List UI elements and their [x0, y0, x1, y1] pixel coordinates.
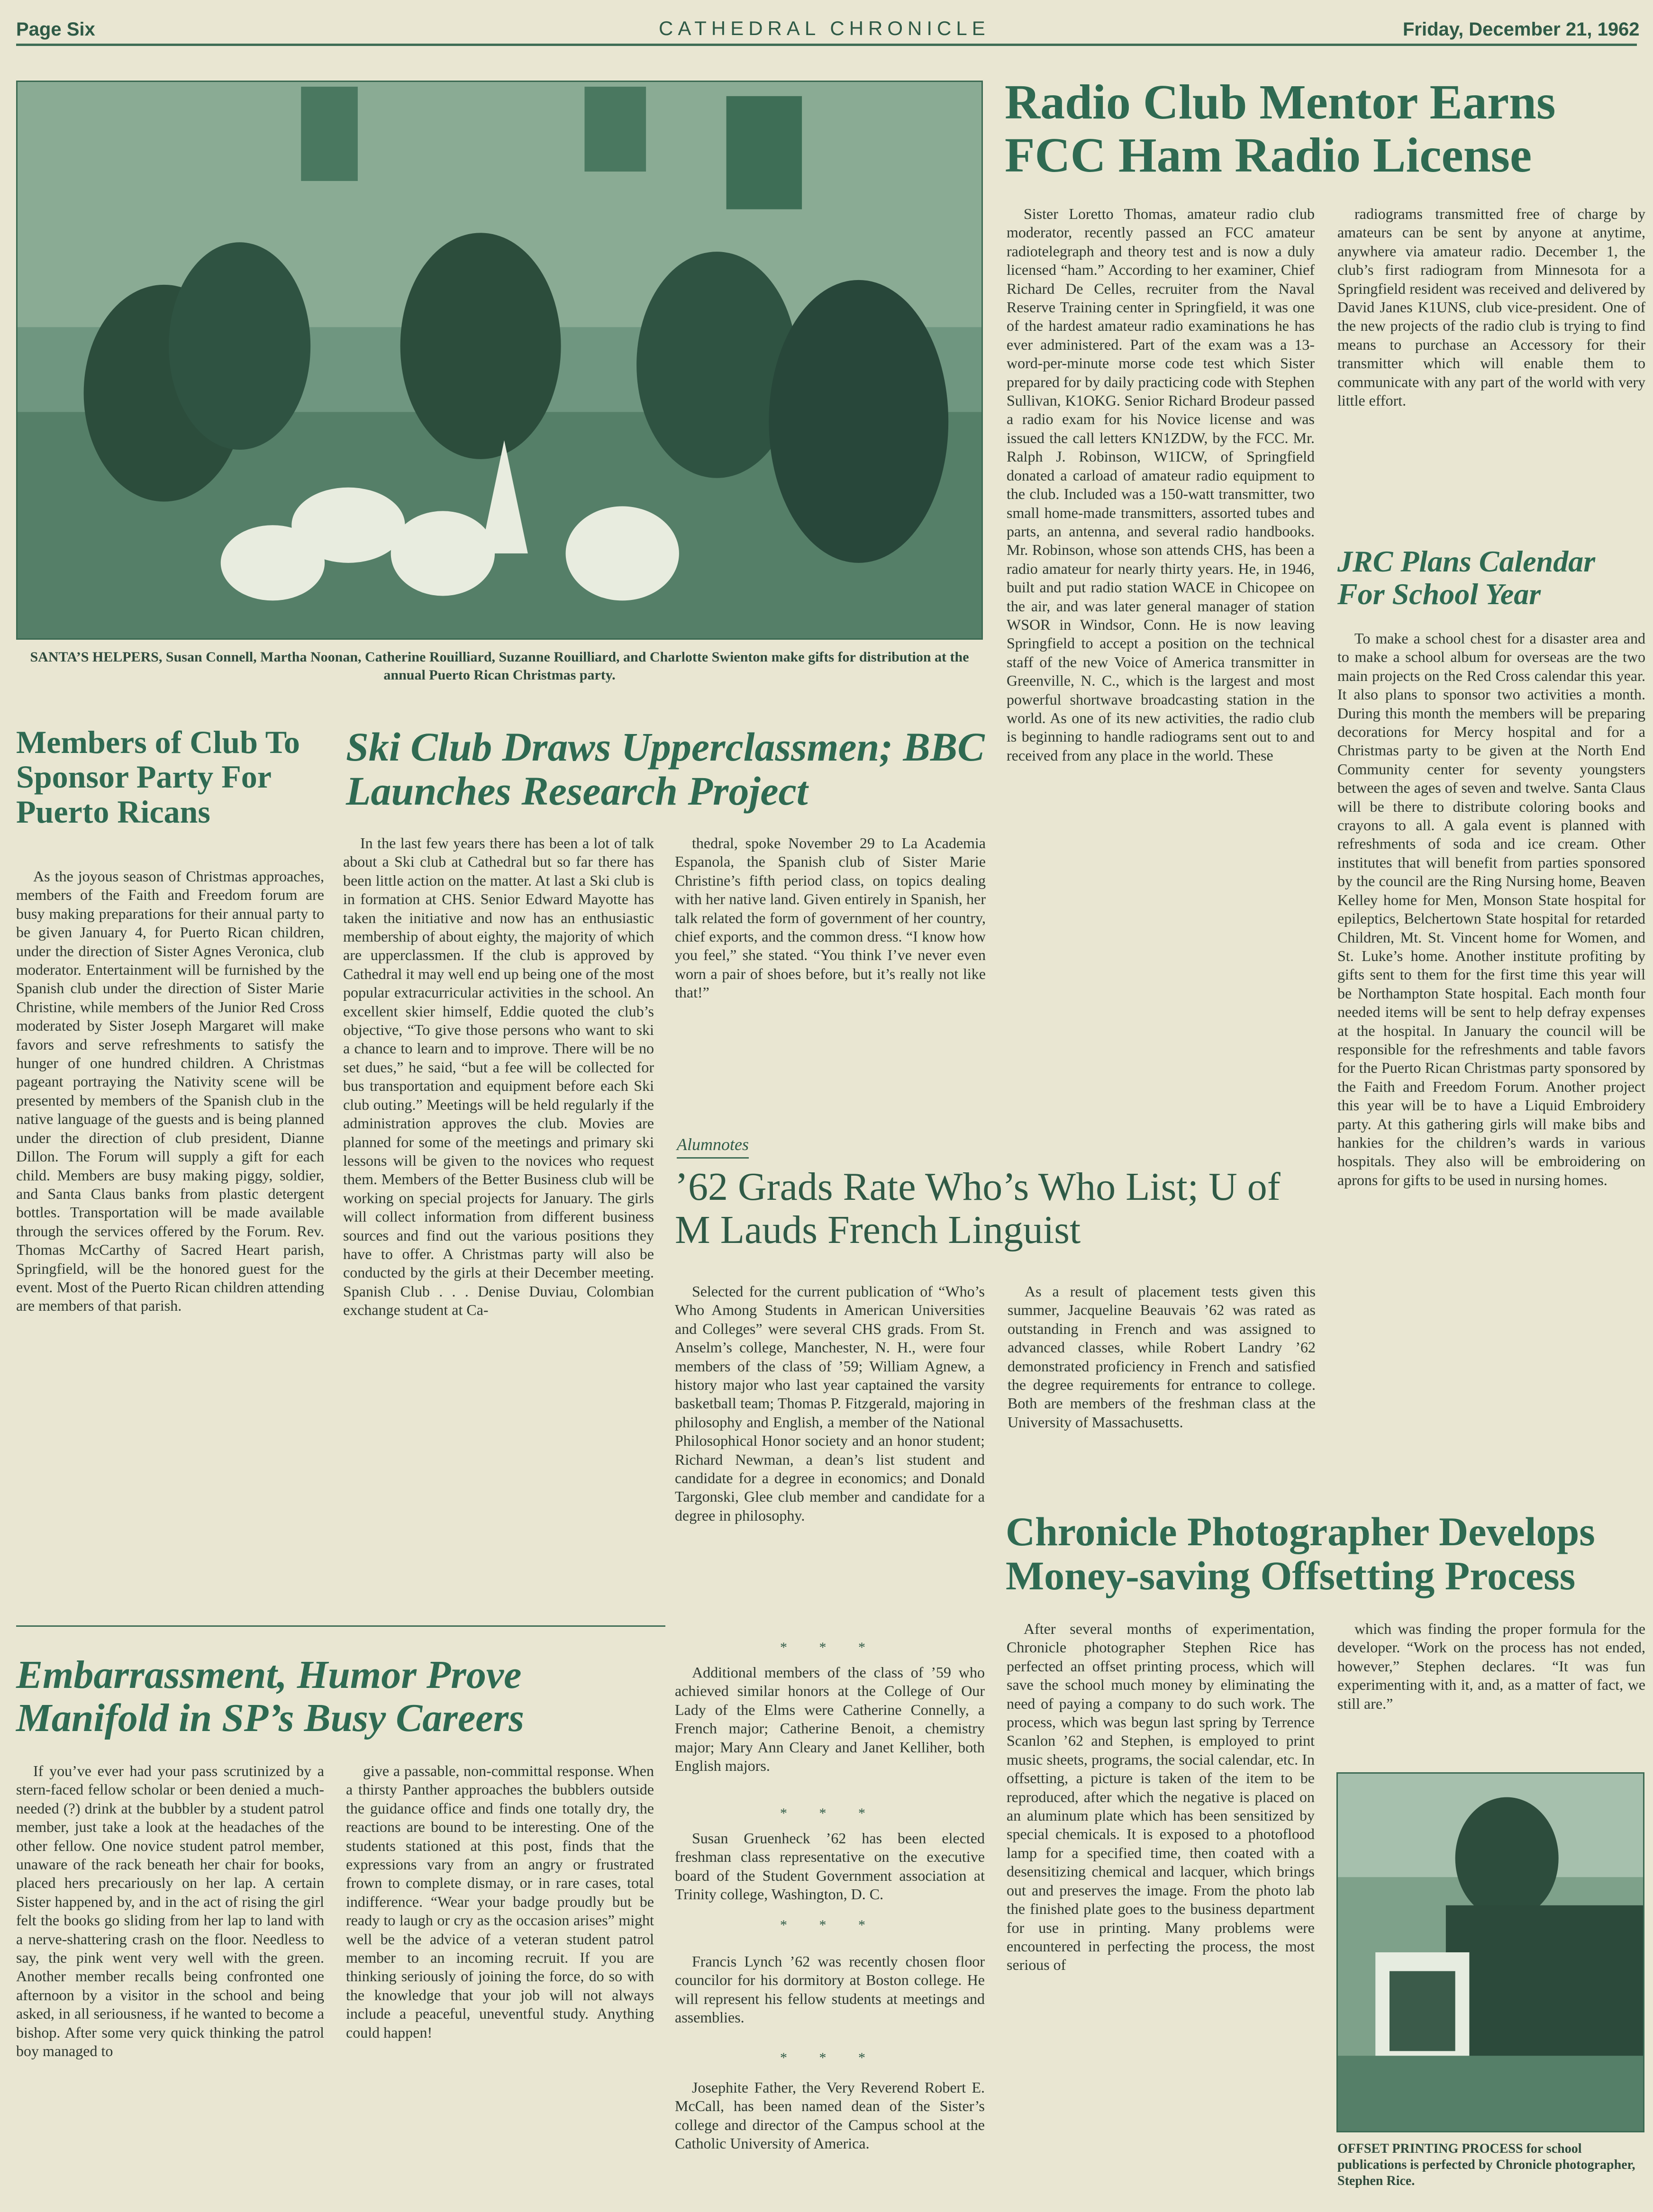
- ski-club-headline: Ski Club Draws Upperclassmen; BBC Launches Research Project: [346, 724, 985, 814]
- embarrassment-column-1: If you’ve ever had your pass scrutinized by a stern-faced fellow scholar or been denied a much-needed (?) drink at the bubbler by a student patrol member, just take a look at the headaches of the other fellow. One novice student patrol member, unaware of the rack beneath her chair for books, placed hers precariously on her lap. A certain Sister happened by, and in the act of rising the girl felt the books go sliding from her lap to land with a nerve-shattering crash on the floor. Needless to say, the pink went very well with the green. Another member recalls being confronted one afternoon by a visitor in the school and being asked, in all seriousness, if he wanted to become a bishop. After some very quick thinking the patrol boy managed to: [16, 1762, 324, 2060]
- santas-helpers-photo: [16, 81, 983, 640]
- section-rule: [16, 1625, 665, 1627]
- members-club-body: As the joyous season of Christmas approaches, members of the Faith and Freedom forum are busy making preparations for their annual party to be given January 4, for Puerto Rican children, under the direction of Sister Agnes Veronica, club moderator. Entertainment will be furnished by the Spanish club under the direction of Sister Marie Christine, while members of the Junior Red Cross moderated by Sister Joseph Margaret will make favors and serve refreshments to satisfy the hunger of one hundred children. A Christmas pageant portraying the Nativity scene will be presented by members of the Spanish club in the native language of the guests and is being planned under the direction of club president, Dianne Dillon. The Forum will supply a gift for each child. Members are busy making piggy, soldier, and Santa Claus banks from plastic detergent bottles. Transportation will be made available through the services offered by the Forum. Rev. Thomas McCarthy of Sacred Heart parish, Springfield, will be the honored guest for the event. Most of the Puerto Rican children attending are members of that parish.: [16, 868, 324, 1315]
- jrc-body: To make a school chest for a disaster area and to make a school album for overseas are the two main projects on the Red Cross calendar this year. It also plans to sponsor two activities a month. During this month the members will be preparing decorations for Mercy hospital and for a Christmas party to be given at the North End Community center for seventy youngsters between the ages of seven and twelve. Santa Claus will be there to distribute coloring books and crayons to all. A gala event is planned with refreshments of soda and ice cream. Other institutes that will benefit from parties sponsored by the council are the Ring Nursing home, Beaven Kelley home for Men, Monson State hospital for epileptics, Belchertown State hospital for retarded Children, Mt. St. Vincent home for Women, and St. Luke’s home. Another institute profiting by gifts sent to them for the first time this year will be Northampton State hospital. Each month four needed items will be sent to help defray expenses at the hospital. In January the council will be responsible for the refreshments and table favors for the Puerto Rican Christmas party sponsored by the Faith and Freedom Forum. Another project this year will be to have a Liquid Embroidery party. At this gathering girls will make bibs and hankies for the children’s wards in various hospitals. They also will be embroidering on aprons for gifts to be used in nursing homes.: [1337, 630, 1645, 1188]
- newspaper-name: CATHEDRAL CHRONICLE: [659, 17, 990, 39]
- ski-club-column-1: In the last few years there has been a lot of talk about a Ski club at Cathedral but so far there has been little action on the matter. At last a Ski club is in formation at CHS. Senior Edward Mayotte has taken the initiative and now has an enthusiastic membership of about eighty, the majority of which are upperclassmen. If the club is approved by Cathedral it may well end up being one of the most popular extracurricular activities in the school. An excellent skier himself, Eddie quoted the club’s objective, “To give those persons who want to ski a chance to learn and to improve. There will be no set dues,” he said, “but a fee will be collected for bus transportation and equipment before each Ski club outing.” Meetings will be held regularly if the administration approves the club. Movies are planned for some of the meetings and primary ski lessons will be given to the novices who request them. Members of the Better Business club will be working on special projects for January. The girls will collect information from different business sources and find out the various positions they have to offer. A Christmas party will also be conducted by the girls at their December meeting. Spanish Club . . . Denise Duviau, Colombian exchange student at Ca-: [343, 834, 654, 1319]
- ski-club-column-2: thedral, spoke November 29 to La Academia Espanola, the Spanish club of Sister Marie Christine’s fifth period class, on topics dealing with her native land. Given entirely in Spanish, her talk related the form of government of her country, chief exports, and the common dress. “I know how you feel,” she stated. “You think I’ve never even worn a pair of shoes before, but it’s really not like that!”: [675, 834, 986, 1001]
- alumnotes-column-1d: Francis Lynch ’62 was recently chosen floor councilor for his dormitory at Boston college. He will represent his fellow students at meetings and assemblies.: [675, 1953, 985, 2026]
- embarrassment-column-2: give a passable, non-committal response. When a thirsty Panther approaches the bubblers outside the guidance office and finds one totally dry, the reactions are bound to be interesting. One of the students stationed at this post, finds that the expressions vary from an angry or frustrated frown to complete dismay, or in rare cases, total indifference. “Wear your badge proudly but be ready to laugh or cry as the occasion arises” might well be the advice of a veteran student patrol member to an incoming recruit. If you are thinking seriously of joining the force, do so with the knowledge that your job will not always include a peaceful, uneventful study. Anything could happen!: [346, 1762, 654, 2041]
- page-number: Page Six: [16, 19, 95, 40]
- radio-club-headline: Radio Club Mentor Earns FCC Ham Radio License: [1005, 75, 1556, 183]
- alumnotes-column-1e: Josephite Father, the Very Reverend Robert E. McCall, has been named dean of the Sister’s college and director of the Campus school at the Catholic University of America.: [675, 2079, 985, 2152]
- offset-printing-photo: [1336, 1772, 1644, 2132]
- issue-date: Friday, December 21, 1962: [1403, 19, 1640, 40]
- alumnotes-label: Alumnotes: [677, 1134, 749, 1159]
- photographer-column-2: which was finding the proper formula for the developer. “Work on the process has not ended, however,” Stephen declares. “It was fun experimenting with it, and, as a matter of fact, we still are.”: [1337, 1620, 1645, 1712]
- masthead-rule: [16, 44, 1637, 46]
- separator-stars: * * *: [780, 2050, 880, 2066]
- separator-stars: * * *: [780, 1917, 880, 1933]
- alumnotes-column-1: Selected for the current publication of “Who’s Who Among Students in American Universities and Colleges” were several CHS grads. From St. Anselm’s college, Manchester, N. H., were four members of the class of ’59; William Agnew, a history major who last year captained the varsity basketball team; Thomas P. Fitzgerald, majoring in philosophy and English, a member of the National Philosophical Honor society and an honor student; Richard Newman, a dean’s list student and candidate for a degree in economics; and Donald Targonski, Glee club member and candidate for a degree in philosophy.: [675, 1283, 985, 1524]
- radio-club-column-1: Sister Loretto Thomas, amateur radio club moderator, recently passed an FCC amateur radiotelegraph and theory test and is now a duly licensed “ham.” According to her examiner, Chief Richard De Celles, recruiter from the Naval Reserve Training center in Springfield, it was one of the hardest amateur radio examinations he has ever administered. Part of the exam was a 13-word-per-minute morse code test which Sister prepared for by daily practicing code with Stephen Sullivan, K1OKG. Senior Richard Brodeur passed a radio exam for his Novice license and was issued the call letters KN1ZDW, by the FCC. Mr. Ralph J. Robinson, W1ICW, of Springfield donated a carload of amateur radio equipment to the club. Included was a 150-watt transmitter, two small home-made transmitters, assorted tubes and parts, an antenna, and several radio handbooks. Mr. Robinson, whose son attends CHS, has been a radio amateur for nearly thirty years. He, in 1946, built and put radio station WACE in Chicopee on the air, and was later general manager of station WSOR in Windsor, Conn. He is now leaving Springfield to accept a position on the technical staff of the new Voice of America transmitter in Greenville, N. C., which is the largest and most powerful shortwave broadcasting station in the world. As one of its new activities, the radio club is beginning to handle radiograms sent out to and received from any place in the world. These: [1007, 205, 1315, 764]
- members-club-headline: Members of Club To Sponsor Party For Puerto Ricans: [16, 724, 300, 830]
- jrc-headline: JRC Plans Calendar For School Year: [1337, 544, 1596, 611]
- embarrassment-headline: Embarrassment, Humor Prove Manifold in SP’s Busy Careers: [16, 1653, 524, 1740]
- offset-photo-caption: OFFSET PRINTING PROCESS for school publications is perfected by Chronicle photographer, Stephen Rice.: [1337, 2141, 1635, 2188]
- alumnotes-column-1c: Susan Gruenheck ’62 has been elected freshman class representative on the executive board of the Student Government association at Trinity college, Washington, D. C.: [675, 1830, 985, 1903]
- separator-stars: * * *: [780, 1805, 880, 1821]
- alumnotes-column-1b: Additional members of the class of ’59 who achieved similar honors at the College of Our Lady of the Elms were Catherine Connelly, a French major; Catherine Benoit, a chemistry major; Mary Ann Cleary and Janet Kelliher, both English majors.: [675, 1664, 985, 1775]
- photographer-column-1: After several months of experimentation, Chronicle photographer Stephen Rice has perfected an offset printing process, which will save the school much money by eliminating the need of paying a company to do such work. The process, which was begun last spring by Terrence Scanlon ’62 and Stephen, is employed to print music sheets, programs, the social calendar, etc. In offsetting, a picture is taken of the item to be reproduced, after which the negative is placed on an aluminum plate which has been sensitized by special chemicals. It is exposed to a photoflood lamp for a specified time, then coated with a desensitizing chemical and lacquer, which brings out and preserves the image. From the photo lab the finished plate goes to the business department for use in printing. Many problems were encountered in perfecting the process, the most serious of: [1007, 1620, 1315, 1974]
- alumnotes-headline: ’62 Grads Rate Who’s Who List; U of M Lauds French Linguist: [675, 1165, 1281, 1252]
- radio-club-column-2: radiograms transmitted free of charge by amateurs can be sent by anyone at anytime, anywhere via amateur radio. December 1, the club’s first radiogram from Minnesota for a Springfield resident was received and delivered by David Janes K1UNS, club vice-president. One of the new projects of the radio club is trying to find means to purchase an Accessory for their transmitter which will enable them to communicate with any part of the world with very little effort.: [1337, 205, 1645, 409]
- alumnotes-column-2: As a result of placement tests given this summer, Jacqueline Beauvais ’62 was rated as outstanding in French and was assigned to advanced classes, while Robert Landry ’62 demonstrated proficiency in French and satisfied the degree requirements for entrance to college. Both are members of the freshman class at the University of Massachusetts.: [1008, 1283, 1316, 1431]
- separator-stars: * * *: [780, 1640, 880, 1655]
- photographer-headline: Chronicle Photographer Develops Money-saving Offsetting Process: [1006, 1509, 1595, 1598]
- photo-caption: SANTA’S HELPERS, Susan Connell, Martha Noonan, Catherine Rouilliard, Suzanne Rouilliard, and Charlotte Swienton make gifts for distribution at the annual Puerto Rican Christmas party.: [30, 649, 969, 683]
